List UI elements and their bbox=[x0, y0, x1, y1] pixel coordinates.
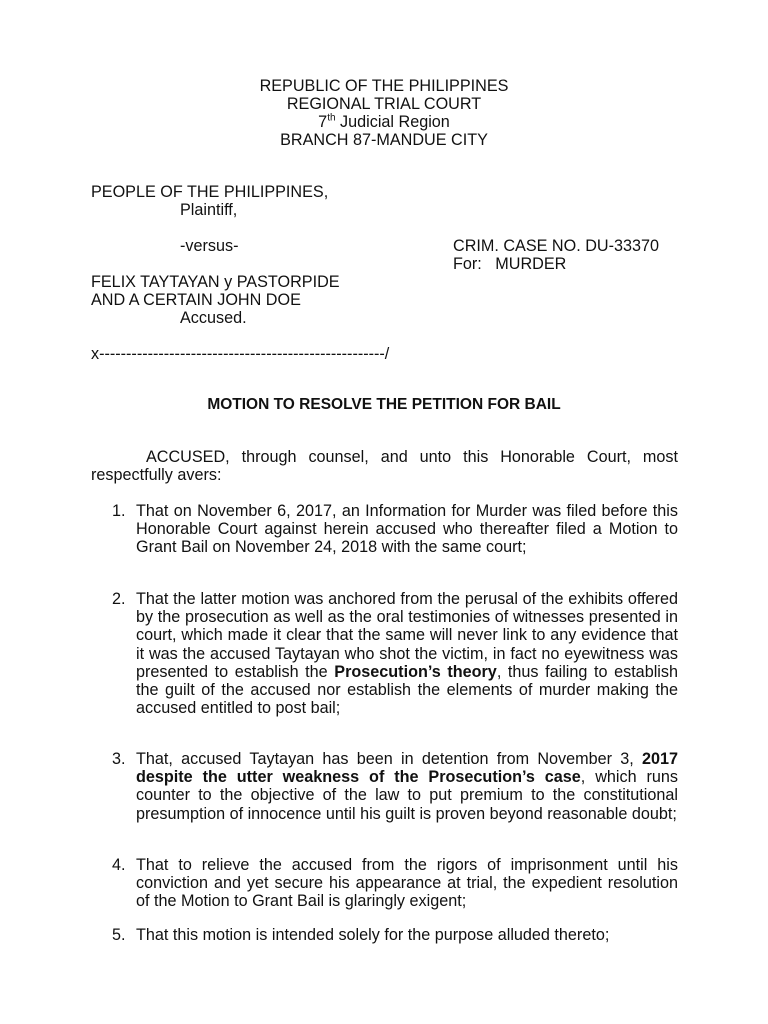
header-region: 7th Judicial Region bbox=[318, 112, 450, 131]
numbered-list bbox=[112, 502, 678, 557]
numbered-list bbox=[112, 750, 678, 823]
emphasis: 2017 despite the utter weakness of the Prosecution’s case bbox=[136, 750, 678, 787]
plaintiff-role: Plaintiff, bbox=[180, 201, 238, 219]
case-number: CRIM. CASE NO. DU-33370 bbox=[453, 237, 659, 255]
caption-separator: x-----------------------------------------------------/ bbox=[91, 345, 390, 363]
header-republic: REPUBLIC OF THE PHILIPPINES bbox=[259, 77, 509, 95]
numbered-list bbox=[112, 856, 678, 911]
header-branch: BRANCH 87-MANDUE CITY bbox=[280, 131, 488, 149]
list-item: 1. That on November 6, 2017, an Information for Murder was filed before this Honorable Court against herein accused who thereafter filed a Motion to Grant Bail on November 24, 2018 with the same court; bbox=[112, 502, 678, 557]
court-header bbox=[0, 77, 768, 149]
intro-paragraph bbox=[91, 448, 678, 484]
intro-text: ACCUSED, through counsel, and unto this Honorable Court, most respectfully avers: bbox=[91, 448, 678, 485]
accused-name-line2: AND A CERTAIN JOHN DOE bbox=[91, 291, 301, 309]
motion-title: MOTION TO RESOLVE THE PETITION FOR BAIL bbox=[207, 396, 561, 413]
case-charge: For: MURDER bbox=[453, 255, 567, 273]
list-item: 3. That, accused Taytayan has been in detention from November 3, 2017 despite the utter weakness of the Prosecution’s case, which runs counter to the objective of the law to put premium to the constitutional presumption of innocence until his guilt is proven beyond reasonable doubt; bbox=[112, 750, 678, 823]
accused-name-line1: FELIX TAYTAYAN y PASTORPIDE bbox=[91, 273, 340, 291]
numbered-list bbox=[112, 590, 678, 717]
versus-label: -versus- bbox=[180, 237, 239, 255]
list-item: 2. That the latter motion was anchored from the perusal of the exhibits offered by the prosecution as well as the oral testimonies of witnesses presented in court, which made it clear that the same will never link to any evidence that it was the accused Taytayan who shot the victim, in fact no eyewitness was presented to establish the Prosecution’s theory, thus failing to establish the guilt of the accused nor establish the elements of murder making the accused entitled to post bail; bbox=[112, 590, 678, 718]
header-court: REGIONAL TRIAL COURT bbox=[286, 95, 482, 113]
accused-role: Accused. bbox=[180, 309, 247, 327]
numbered-list bbox=[112, 926, 678, 944]
list-item: 5. That this motion is intended solely for the purpose alluded thereto; bbox=[112, 926, 610, 944]
emphasis: Prosecution’s theory bbox=[334, 662, 497, 681]
plaintiff-name: PEOPLE OF THE PHILIPPINES, bbox=[91, 183, 329, 201]
list-item: 4. That to relieve the accused from the rigors of imprisonment until his conviction and yet secure his appearance at trial, the expedient resolution of the Motion to Grant Bail is glaringly exigent; bbox=[112, 856, 678, 911]
